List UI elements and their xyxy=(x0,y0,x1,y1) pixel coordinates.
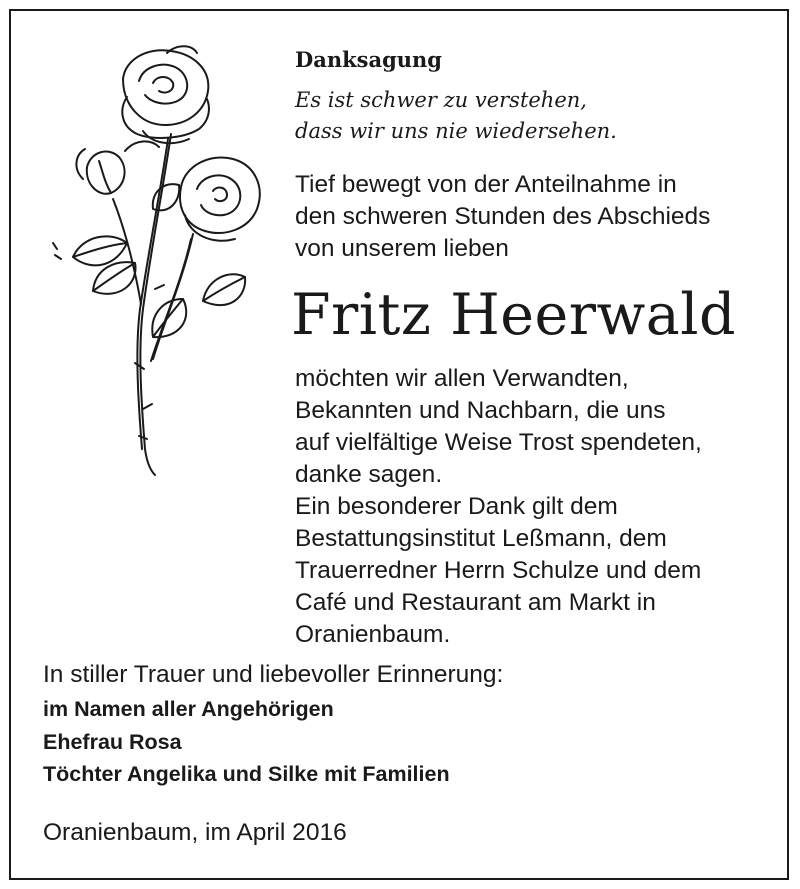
body-text xyxy=(295,363,702,651)
intro-line: Tief bewegt von der Anteilnahme in xyxy=(295,171,677,198)
deceased-name: Fritz Heerwald xyxy=(291,282,736,348)
rose-illustration-icon xyxy=(43,39,273,479)
body-line: danke sagen. xyxy=(295,461,443,488)
obituary-notice xyxy=(9,9,789,880)
signatory-line: Ehefrau Rosa xyxy=(43,729,182,754)
verse xyxy=(295,85,617,147)
body-line: Café und Restaurant am Markt in xyxy=(295,589,656,616)
intro-line: von unserem lieben xyxy=(295,235,509,262)
intro-text xyxy=(295,169,710,265)
place-date: Oranienbaum, im April 2016 xyxy=(43,819,347,846)
intro-line: den schweren Stunden des Abschieds xyxy=(295,203,711,230)
body-line: Bestattungsinstitut Leßmann, dem xyxy=(295,525,667,552)
body-line: möchten wir allen Verwandten, xyxy=(295,365,629,392)
body-line: Oranienbaum. xyxy=(295,621,451,648)
signatories xyxy=(43,693,450,791)
body-line: Trauerredner Herrn Schulze und dem xyxy=(295,557,702,584)
verse-line: Es ist schwer zu verstehen, xyxy=(295,88,587,112)
body-line: Bekannten und Nachbarn, die uns xyxy=(295,397,666,424)
body-line: Ein besonderer Dank gilt dem xyxy=(295,493,618,520)
heading-danksagung: Danksagung xyxy=(295,47,442,72)
signatory-line: im Namen aller Angehörigen xyxy=(43,697,334,721)
closing-line: In stiller Trauer und liebevoller Erinnerung: xyxy=(43,661,504,688)
signatory-line: Töchter Angelika und Silke mit Familien xyxy=(43,762,450,786)
body-line: auf vielfältige Weise Trost spendeten, xyxy=(295,429,702,456)
verse-line: dass wir uns nie wiedersehen. xyxy=(295,119,617,143)
